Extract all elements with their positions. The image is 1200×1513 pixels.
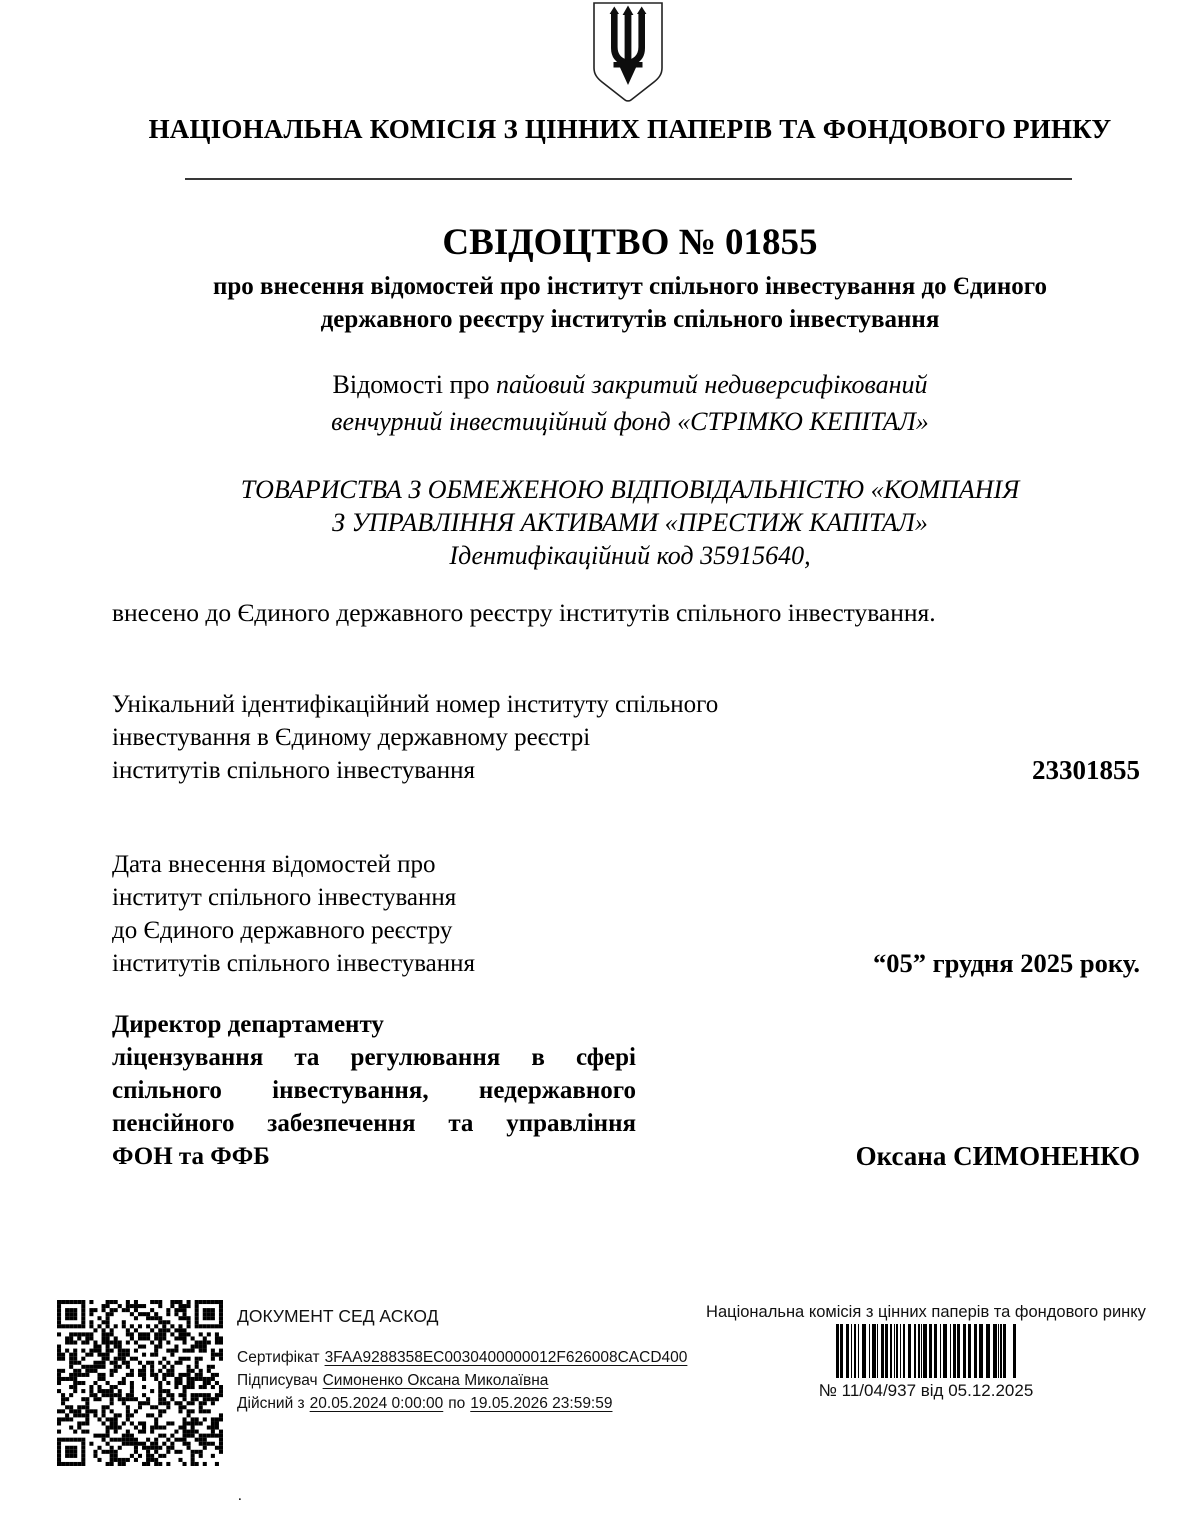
fund-line <box>118 366 1142 403</box>
validity-label: Дійсний з <box>237 1395 305 1412</box>
certificate-value: 3FAA9288358EC0030400000012F626008CACD400 <box>324 1349 688 1366</box>
subtitle-line: про внесення відомостей про інститут спільного інвестування до Єдиного <box>212 273 1048 300</box>
company-name-line: З УПРАВЛІННЯ АКТИВАМИ «ПРЕСТИЖ КАПІТАЛ» <box>332 508 928 537</box>
uid-label <box>112 688 718 787</box>
label-line: спільного інвестування, недержавного <box>112 1077 636 1104</box>
company-id-line: Ідентифікаційний код 35915640, <box>449 541 811 570</box>
label-line: Директор департаменту <box>112 1011 384 1038</box>
registry-entry-statement: внесено до Єдиного державного реєстру інститутів спільного інвестування. <box>112 598 936 627</box>
signature-certificate-block <box>237 1346 687 1415</box>
ukraine-trident-emblem-icon <box>591 2 665 104</box>
label-line: пенсійного забезпечення та управління <box>112 1110 636 1137</box>
end-dot: . <box>238 1488 242 1504</box>
footer-authority-name: Національна комісія з цінних паперів та фондового ринку <box>706 1303 1146 1321</box>
registration-barcode <box>836 1324 1016 1378</box>
signatory-position <box>112 1008 636 1173</box>
signer-line <box>237 1369 687 1392</box>
management-company-block <box>118 473 1142 572</box>
signatory-row <box>112 1008 1140 1173</box>
subtitle-line: державного реєстру інститутів спільного інвестування <box>320 306 940 333</box>
label-line: інститут спільного інвестування <box>112 884 457 911</box>
fund-type: пайовий закритий недиверсифікований <box>495 370 928 399</box>
fund-description <box>118 366 1142 440</box>
header-divider-line <box>185 178 1072 180</box>
uid-row <box>112 688 1140 787</box>
validity-separator: по <box>448 1395 466 1412</box>
label-line: інвестування в Єдиному державному реєстрі <box>112 724 591 751</box>
document-subtitle <box>118 270 1142 336</box>
entry-date-value: “05” грудня 2025 року. <box>873 948 1140 978</box>
label-line: Унікальний ідентифікаційний номер інституту спільного <box>112 691 719 718</box>
label-line: ФОН та ФФБ <box>112 1143 270 1170</box>
label-line: інститутів спільного інвестування <box>112 757 476 784</box>
signatory-name: Оксана СИМОНЕНКО <box>855 1141 1140 1171</box>
qr-code <box>57 1300 223 1466</box>
label-line: до Єдиного державного реєстру <box>112 917 453 944</box>
company-name-line: ТОВАРИСТВА З ОБМЕЖЕНОЮ ВІДПОВІДАЛЬНІСТЮ «КОМПАНІЯ <box>240 475 1020 504</box>
valid-from-value: 20.05.2024 0:00:00 <box>309 1395 444 1412</box>
document-title: СВІДОЦТВО № 01855 <box>442 222 818 263</box>
issuing-authority-title: НАЦІОНАЛЬНА КОМІСІЯ З ЦІННИХ ПАПЕРІВ ТА ФОНДОВОГО РИНКУ <box>148 114 1112 144</box>
label-line: Дата внесення відомостей про <box>112 851 436 878</box>
valid-to-value: 19.05.2026 23:59:59 <box>470 1395 613 1412</box>
signer-value: Симоненко Оксана Миколаївна <box>322 1372 549 1389</box>
signer-label: Підписувач <box>237 1372 318 1389</box>
entry-date-label <box>112 848 475 980</box>
validity-line <box>237 1392 687 1415</box>
entry-date-row <box>112 848 1140 980</box>
doc-system-label: ДОКУМЕНТ СЕД АСКОД <box>237 1306 439 1326</box>
certificate-label: Сертифікат <box>237 1349 320 1366</box>
certificate-line <box>237 1346 687 1369</box>
fund-name-line: венчурний інвестиційний фонд «СТРІМКО КЕПІТАЛ» <box>331 407 929 436</box>
fund-prefix: Відомості про <box>332 370 496 399</box>
label-line: інститутів спільного інвестування <box>112 950 476 977</box>
registration-number: № 11/04/937 від 05.12.2025 <box>818 1381 1034 1400</box>
uid-value: 23301855 <box>1032 755 1140 785</box>
label-line: ліцензування та регулювання в сфері <box>112 1044 636 1071</box>
